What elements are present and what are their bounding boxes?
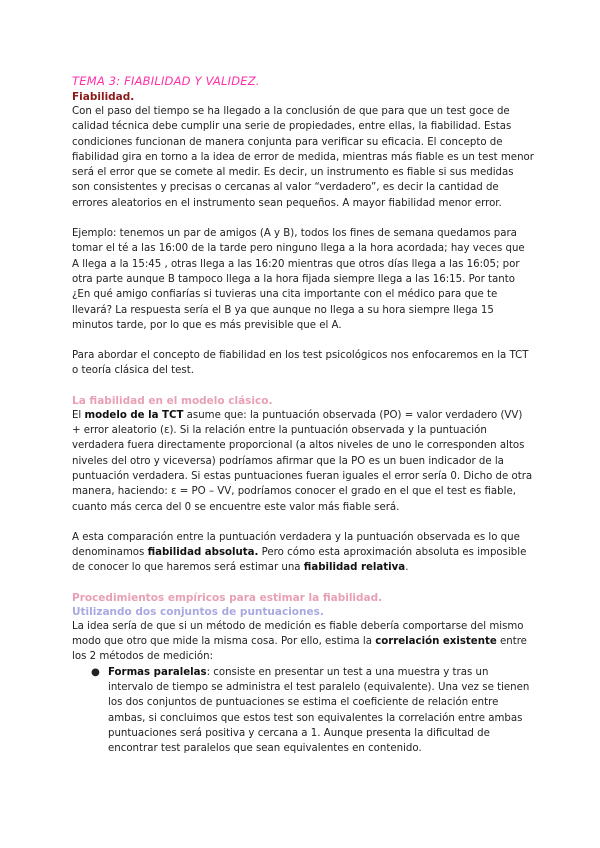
list-item: ● Formas paralelas: consiste en presentar un test a una muestra y tras un intervalo de tiempo se administra el test paralelo (equivalente). Una vez se tienen los dos conjuntos de puntuaciones se estima el coeficiente de relación entre ambas, si concluimos que estos test son equivalentes la correlación entre ambas puntuaciones será positiva y cercana a 1. Aunque presenta la dificultad de encontrar test paralelos que sean equivalentes en contenido. bbox=[91, 666, 530, 755]
document-title: TEMA 3: FIABILIDAD Y VALIDEZ. bbox=[72, 74, 260, 88]
paragraph: Para abordar el concepto de fiabilidad en los test psicológicos nos enfocaremos en la TCT o teoría clásica del test. bbox=[72, 350, 529, 377]
subsection-heading: Utilizando dos conjuntos de puntuaciones. bbox=[72, 605, 324, 618]
paragraph: El modelo de la TCT asume que: la puntuación observada (PO) = valor verdadero (VV) + error aleatorio (ε). Si la relación entre la puntuación observada y la puntuación verdadera fuera directamente proporcional (a altos niveles de uno le corresponden altos niveles del otro y viceversa) podríamos afirmar que la PO es un buen indicador de la puntuación verdadera. Si estas puntuaciones fueran iguales el error sería 0. Dicho de otra manera, haciendo: ε = PO – VV, podríamos conocer el grado en el que el test es fiable, cuanto más cerca del 0 se encuentre este valor más fiable será. bbox=[72, 409, 533, 513]
paragraph: Con el paso del tiempo se ha llegado a la conclusión de que para que un test goce de calidad técnica debe cumplir una serie de propiedades, entre ellas, la fiabilidad. Estas condiciones funcionan de manera conjunta para verificar su eficacia. El concepto de fiabilidad gira en torno a la idea de error de medida, mientras más fiable es un test menor será el error que se comete al medir. Es decir, un instrumento es fiable si sus medidas son consistentes y precisas o cercanas al valor “verdadero”, es decir la cantidad de errores aleatorios en el instrumento sean pequeños. A mayor fiabilidad menor error. bbox=[72, 106, 534, 209]
paragraph: A esta comparación entre la puntuación verdadera y la puntuación observada es lo que denominamos fiabilidad absoluta. Pero cómo esta aproximación absoluta es imposible de conocer lo que haremos será estimar una fiabilidad relativa. bbox=[72, 531, 527, 574]
bullet-icon: ● bbox=[91, 666, 100, 678]
bullet-list bbox=[72, 665, 534, 757]
section-heading-procedimientos: Procedimientos empíricos para estimar la fiabilidad. bbox=[72, 591, 383, 604]
paragraph-example: Ejemplo: tenemos un par de amigos (A y B), todos los fines de semana quedamos para tomar el té a las 16:00 de la tarde pero ninguno llega a la hora acordada; hay veces que A llega a la 15:45 , otras llega a las 16:20 mientras que otros días llega a las 16:05; por otra parte aunque B tampoco llega a la hora fijada siempre llega a las 16:15. Por tanto ¿En qué amigo confiarías si tuvieras una cita importante con el médico para que te llevará? La respuesta sería el B ya que aunque no llega a su hora siempre llega 15 minutos tarde, por lo que es más previsible que el A. bbox=[72, 228, 525, 331]
section-heading-modelo-clasico: La fiabilidad en el modelo clásico. bbox=[72, 394, 273, 407]
document-page bbox=[72, 72, 534, 756]
section-heading-fiabilidad: Fiabilidad. bbox=[72, 91, 135, 103]
paragraph: La idea sería de que si un método de medición es fiable debería comportarse del mismo modo que otro que mide la misma cosa. Por ello, estima la correlación existente entre los 2 métodos de medición: bbox=[72, 620, 527, 663]
